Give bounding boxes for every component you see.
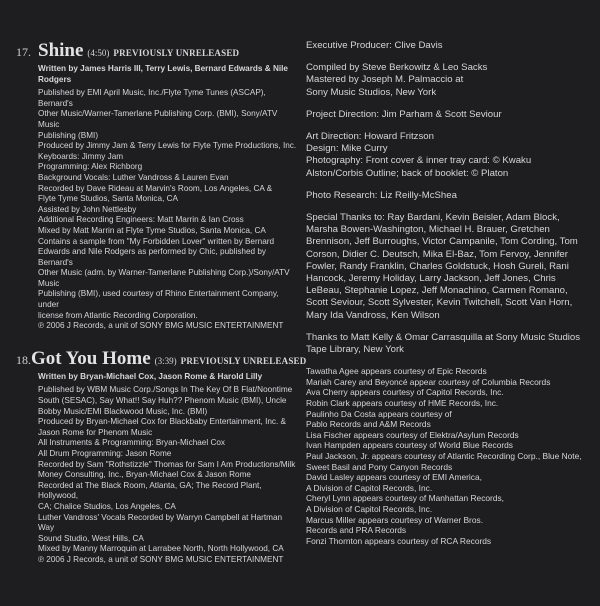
text-line: Sweet Basil and Pony Canyon Records — [306, 461, 453, 472]
thanks-tape-library — [306, 332, 594, 356]
text-line: Scott Seviour, Scott Sylvester, Kevin Twitchell, Scott Van Horn, — [306, 297, 573, 309]
track-number: 18. — [16, 352, 31, 367]
text-line: Records and PRA Records — [306, 525, 407, 536]
text-line: Produced by Jimmy Jam & Terry Lewis for Flyte Tyme Productions, Inc. — [38, 141, 297, 151]
text-line: Recorded at The Black Room, Atlanta, GA; The Record Plant, Hollywood, — [38, 480, 262, 501]
text-line: Other Music/Warner-Tamerlane Publishing Corp. (BMI), Sony/ATV Music — [38, 109, 278, 129]
text-line: Keyboards: Jimmy Jam — [38, 151, 124, 161]
track-writers: Written by James Harris III, Terry Lewis, Bernard Edwards & Nile Rodgers — [38, 64, 288, 84]
text-line: Mariah Carey and Beyoncé appear courtesy of Columbia Records — [306, 376, 551, 387]
track-credits — [38, 64, 298, 332]
credit-lines — [38, 88, 298, 332]
track-18 — [16, 347, 307, 566]
text-line: Design: Mike Curry — [306, 143, 388, 155]
text-line: Paulinho Da Costa appears courtesy of — [306, 408, 452, 419]
text-line: Pablo Records and A&M Records — [306, 419, 431, 430]
photo-research — [306, 190, 594, 202]
text-line: Additional Recording Engineers: Matt Marrin & Ian Cross — [38, 215, 244, 225]
text-line: Lisa Fischer appears courtesy of Elektra/Asylum Records — [306, 429, 519, 440]
text-line: Executive Producer: Clive Davis — [306, 40, 443, 51]
courtesy-list — [306, 366, 594, 546]
text-line: All Instruments & Programming: Bryan-Michael Cox — [38, 438, 226, 448]
compiled-by — [306, 62, 594, 99]
text-line: Fowler, Randy Franklin, Charles Goldstuck, Hosh Gureli, Rani — [306, 260, 569, 272]
text-line: Published by WBM Music Corp./Songs In The Key Of B Flat/Noontime — [38, 385, 293, 395]
text-line: Mixed by Matt Marrin at Flyte Tyme Studios, Santa Monica, CA — [38, 225, 266, 235]
track-title: Got You Home — [31, 347, 151, 369]
text-line: Money Consulting, Inc., Bryan-Michael Cox & Jason Rome — [38, 470, 251, 480]
text-line: Fonzi Thornton appears courtesy of RCA Records — [306, 535, 492, 546]
left-column — [16, 40, 307, 580]
credit-lines — [38, 385, 298, 565]
track-heading — [16, 40, 298, 62]
text-line: Hancock, Jeremy Holiday, Larry Jackson, Jeff Jones, Chris — [306, 273, 556, 285]
text-line: A Division of Capitol Records, Inc. — [306, 482, 433, 493]
text-line: Contains a sample from "My Forbidden Lover" written by Bernard — [38, 236, 275, 246]
track-time: (4:50) — [87, 48, 110, 58]
text-line: Jason Rome for Phenom Music — [38, 427, 153, 437]
text-line: Sound Studio, West Hills, CA — [38, 533, 144, 543]
text-line: Recorded by Sam "Rothstizzle" Thomas for Sam I Am Productions/Milk — [38, 459, 296, 469]
track-heading — [16, 347, 307, 370]
text-line: All Drum Programming: Jason Rome — [38, 449, 172, 458]
text-line: Brennison, Jeff Burroughs, Victor Campanile, Tom Cording, Tom — [306, 236, 578, 248]
text-line: ℗ 2006 J Records, a unit of SONY BMG MUSIC ENTERTAINMENT — [38, 321, 284, 331]
text-line: Produced by Bryan-Michael Cox for Blackbaby Entertainment, Inc. & — [38, 417, 287, 427]
track-credits — [38, 372, 298, 566]
text-line: Sony Music Studios, New York — [306, 86, 437, 98]
track-title: Shine — [38, 40, 84, 61]
text-line: Bobby Music/EMI Blackwood Music, Inc. (BMI) — [38, 406, 208, 416]
text-line: Mixed by Manny Marroquin at Larrabee North, North Hollywood, CA — [38, 544, 284, 554]
executive-producer — [306, 40, 594, 52]
text-line: Mary Ida Vandross, Ken Wilson — [306, 309, 440, 321]
text-line: Paul Jackson, Jr. appears courtesy of Atlantic Recording Corp., Blue Note, — [306, 451, 582, 462]
text-line: Project Direction: Jim Parham & Scott Seviour — [306, 108, 502, 120]
text-line: Other Music (adm. by Warner-Tamerlane Publishing Corp.)/Sony/ATV Music — [38, 268, 290, 288]
text-line: Programming: Alex Richborg — [38, 162, 143, 172]
text-line: Marsha Bowen-Washington, Michael H. Brauer, Gretchen — [306, 224, 550, 236]
text-line: Cheryl Lynn appears courtesy of Manhattan Records, — [306, 493, 505, 504]
text-line: Luther Vandross' Vocals Recorded by Warryn Campbell at Hartman Way — [38, 512, 283, 533]
text-line: Thanks to Matt Kelly & Omar Carrasquilla at Sony Music Studios — [306, 331, 581, 343]
text-line: Alston/Corbis Outline; back of booklet: © Platon — [306, 167, 509, 179]
text-line: Special Thanks to: Ray Bardani, Kevin Beisler, Adam Block, — [306, 212, 560, 224]
text-line: Marcus Miller appears courtesy of Warner Bros. — [306, 514, 484, 525]
text-line: Tape Library, New York — [306, 344, 404, 356]
text-line: ℗ 2006 J Records, a unit of SONY BMG MUSIC ENTERTAINMENT — [38, 554, 284, 564]
track-time: (3:39) — [154, 355, 177, 366]
text-line: Corson, Didier C. Deutsch, Mika El-Baz, Tom Fervoy, Jennifer — [306, 248, 568, 260]
track-status: PREVIOUSLY UNRELEASED — [113, 48, 240, 58]
text-line: Photography: Front cover & inner tray card: © Kwaku — [306, 155, 532, 167]
text-line: Mastered by Joseph M. Palmaccio at — [306, 74, 464, 86]
text-line: Published by EMI April Music, Inc./Flyte Tyme Tunes (ASCAP), Bernard's — [38, 88, 266, 108]
text-line: Recorded by Dave Rideau at Marvin's Room, Los Angeles, CA & — [38, 183, 273, 193]
text-line: Ivan Hampden appears courtesy of World Blue Records — [306, 440, 513, 451]
text-line: LeBeau, Stephanie Lopez, Jeff Monachino, Carmen Romano, — [306, 285, 568, 297]
track-writers: Written by Bryan-Michael Cox, Jason Rome & Harold Lilly — [38, 371, 263, 381]
art-credits — [306, 131, 594, 180]
text-line: Publishing (BMI), used courtesy of Rhino Entertainment Company, under — [38, 289, 279, 310]
text-line: South (SESAC), Say What!! Say Huh?? Phenom Music (BMI), Uncle — [38, 396, 287, 406]
right-column — [306, 40, 594, 546]
text-line: Art Direction: Howard Fritzson — [306, 131, 434, 143]
text-line: David Lasley appears courtesy of EMI America, — [306, 472, 482, 483]
track-17 — [16, 40, 298, 332]
text-line: Publishing (BMI) — [38, 130, 99, 140]
text-line: Flyte Tyme Studios, Santa Monica, CA — [38, 194, 179, 204]
project-direction — [306, 109, 594, 121]
text-line: Robin Clark appears courtesy of HME Records, Inc. — [306, 398, 499, 409]
special-thanks — [306, 212, 594, 322]
text-line: Background Vocals: Luther Vandross & Lauren Evan — [38, 172, 229, 182]
text-line: Photo Research: Liz Reilly-McShea — [306, 189, 457, 201]
text-line: Tawatha Agee appears courtesy of Epic Records — [306, 366, 487, 377]
track-status: PREVIOUSLY UNRELEASED — [180, 355, 307, 366]
text-line: Ava Cherry appears courtesy of Capitol Records, Inc. — [306, 387, 504, 398]
text-line: license from Atlantic Recording Corporation. — [38, 310, 198, 320]
text-line: A Division of Capitol Records, Inc. — [306, 503, 433, 514]
text-line: Compiled by Steve Berkowitz & Leo Sacks — [306, 62, 488, 74]
text-line: CA; Chalice Studios, Los Angeles, CA — [38, 501, 176, 511]
track-number: 17. — [16, 45, 31, 59]
text-line: Edwards and Nile Rodgers as performed by Chic, published by Bernard's — [38, 247, 267, 267]
text-line: Assisted by John Nettlesby — [38, 204, 137, 214]
